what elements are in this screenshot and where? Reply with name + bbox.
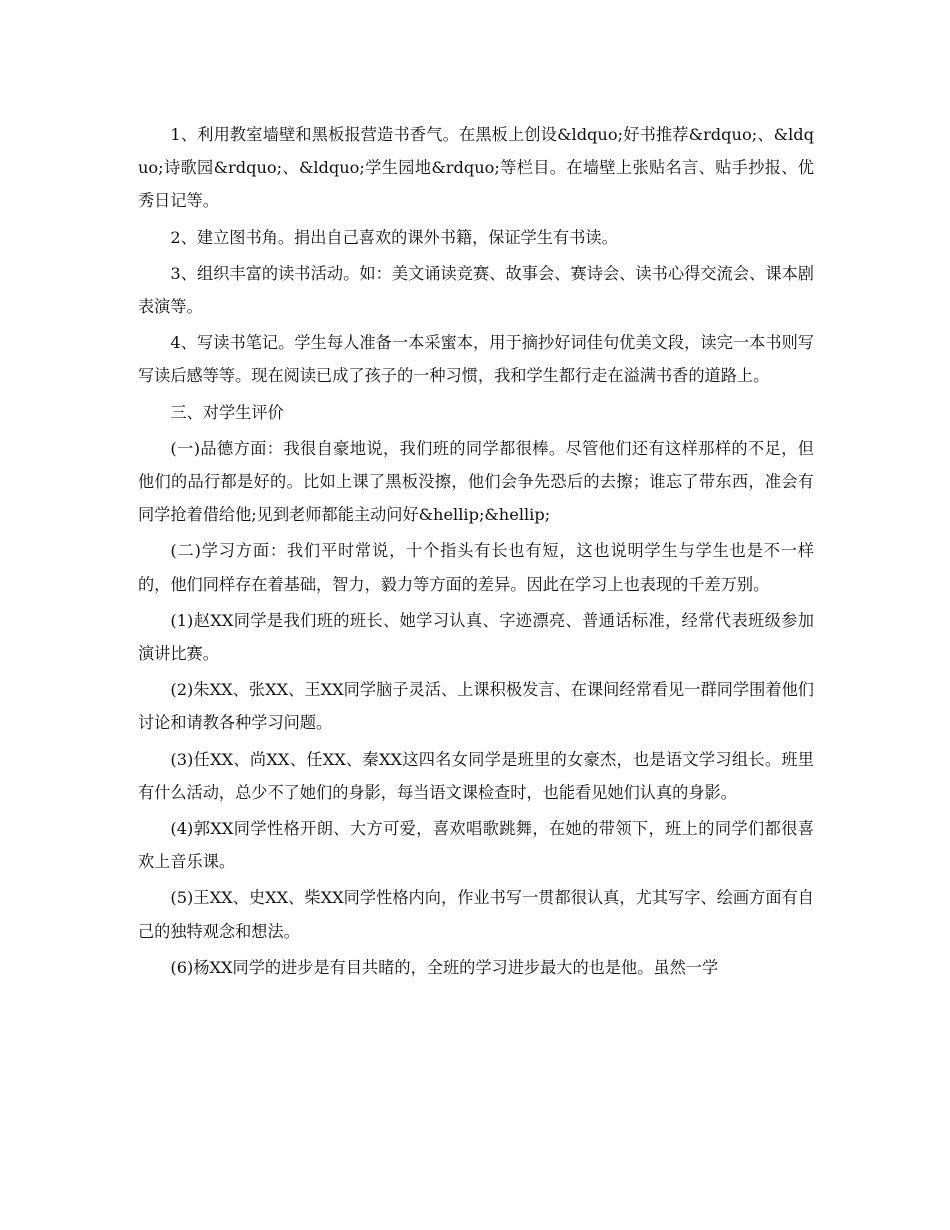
paragraph-1: 1、利用教室墙壁和黑板报营造书香气。在黑板上创设&ldquo;好书推荐&rdquo;、&ldquo;诗歌园&rdquo;、&ldquo;学生园地&rdquo;等栏目。在墙壁上张贴名言、贴手抄报、优秀日记等。 (138, 125, 814, 211)
paragraph-student-4: (4)郭XX同学性格开朗、大方可爱，喜欢唱歌跳舞，在她的带领下，班上的同学们都很喜欢上音乐课。 (138, 819, 814, 872)
section-heading-student-evaluation: 三、对学生评价 (170, 402, 284, 422)
paragraph-2: 2、建立图书角。捐出自己喜欢的课外书籍，保证学生有书读。 (170, 227, 618, 247)
paragraph-student-6: (6)杨XX同学的进步是有目共睹的，全班的学习进步最大的也是他。虽然一学 (170, 957, 719, 977)
paragraph-4: 4、写读书笔记。学生每人准备一本采蜜本，用于摘抄好词佳句优美文段，读完一本书则写写读后感等等。现在阅读已成了孩子的一种习惯，我和学生都行走在溢满书香的道路上。 (138, 333, 814, 386)
paragraph-student-1: (1)赵XX同学是我们班的班长、她学习认真、字迹漂亮、普通话标准，经常代表班级参加演讲比赛。 (138, 610, 814, 664)
paragraph-morality: (一)品德方面：我很自豪地说，我们班的同学都很棒。尽管他们还有这样那样的不足，但他们的品行都是好的。比如上课了黑板没擦，他们会争先恐后的去擦；谁忘了带东西，准会有同学抢着借给他;见到老师都能主动问好&hellip;&hellip; (138, 438, 814, 525)
paragraph-3: 3、组织丰富的读书活动。如：美文诵读竞赛、故事会、赛诗会、读书心得交流会、课本剧表演等。 (138, 263, 814, 317)
paragraph-study: (二)学习方面：我们平时常说，十个指头有长也有短，这也说明学生与学生也是不一样的，他们同样存在着基础，智力，毅力等方面的差异。因此在学习上也表现的千差万别。 (138, 541, 814, 594)
paragraph-student-5: (5)王XX、史XX、柴XX同学性格内向，作业书写一贯都很认真，尤其写字、绘画方面有自己的独特观念和想法。 (138, 888, 814, 941)
document-body (138, 118, 814, 987)
paragraph-student-3: (3)任XX、尚XX、任XX、秦XX这四名女同学是班里的女豪杰，也是语文学习组长。班里有什么活动，总少不了她们的身影，每当语文课检查时，也能看见她们认真的身影。 (138, 749, 814, 802)
paragraph-student-2: (2)朱XX、张XX、王XX同学脑子灵活、上课积极发言、在课间经常看见一群同学围着他们讨论和请教各种学习问题。 (138, 680, 814, 733)
